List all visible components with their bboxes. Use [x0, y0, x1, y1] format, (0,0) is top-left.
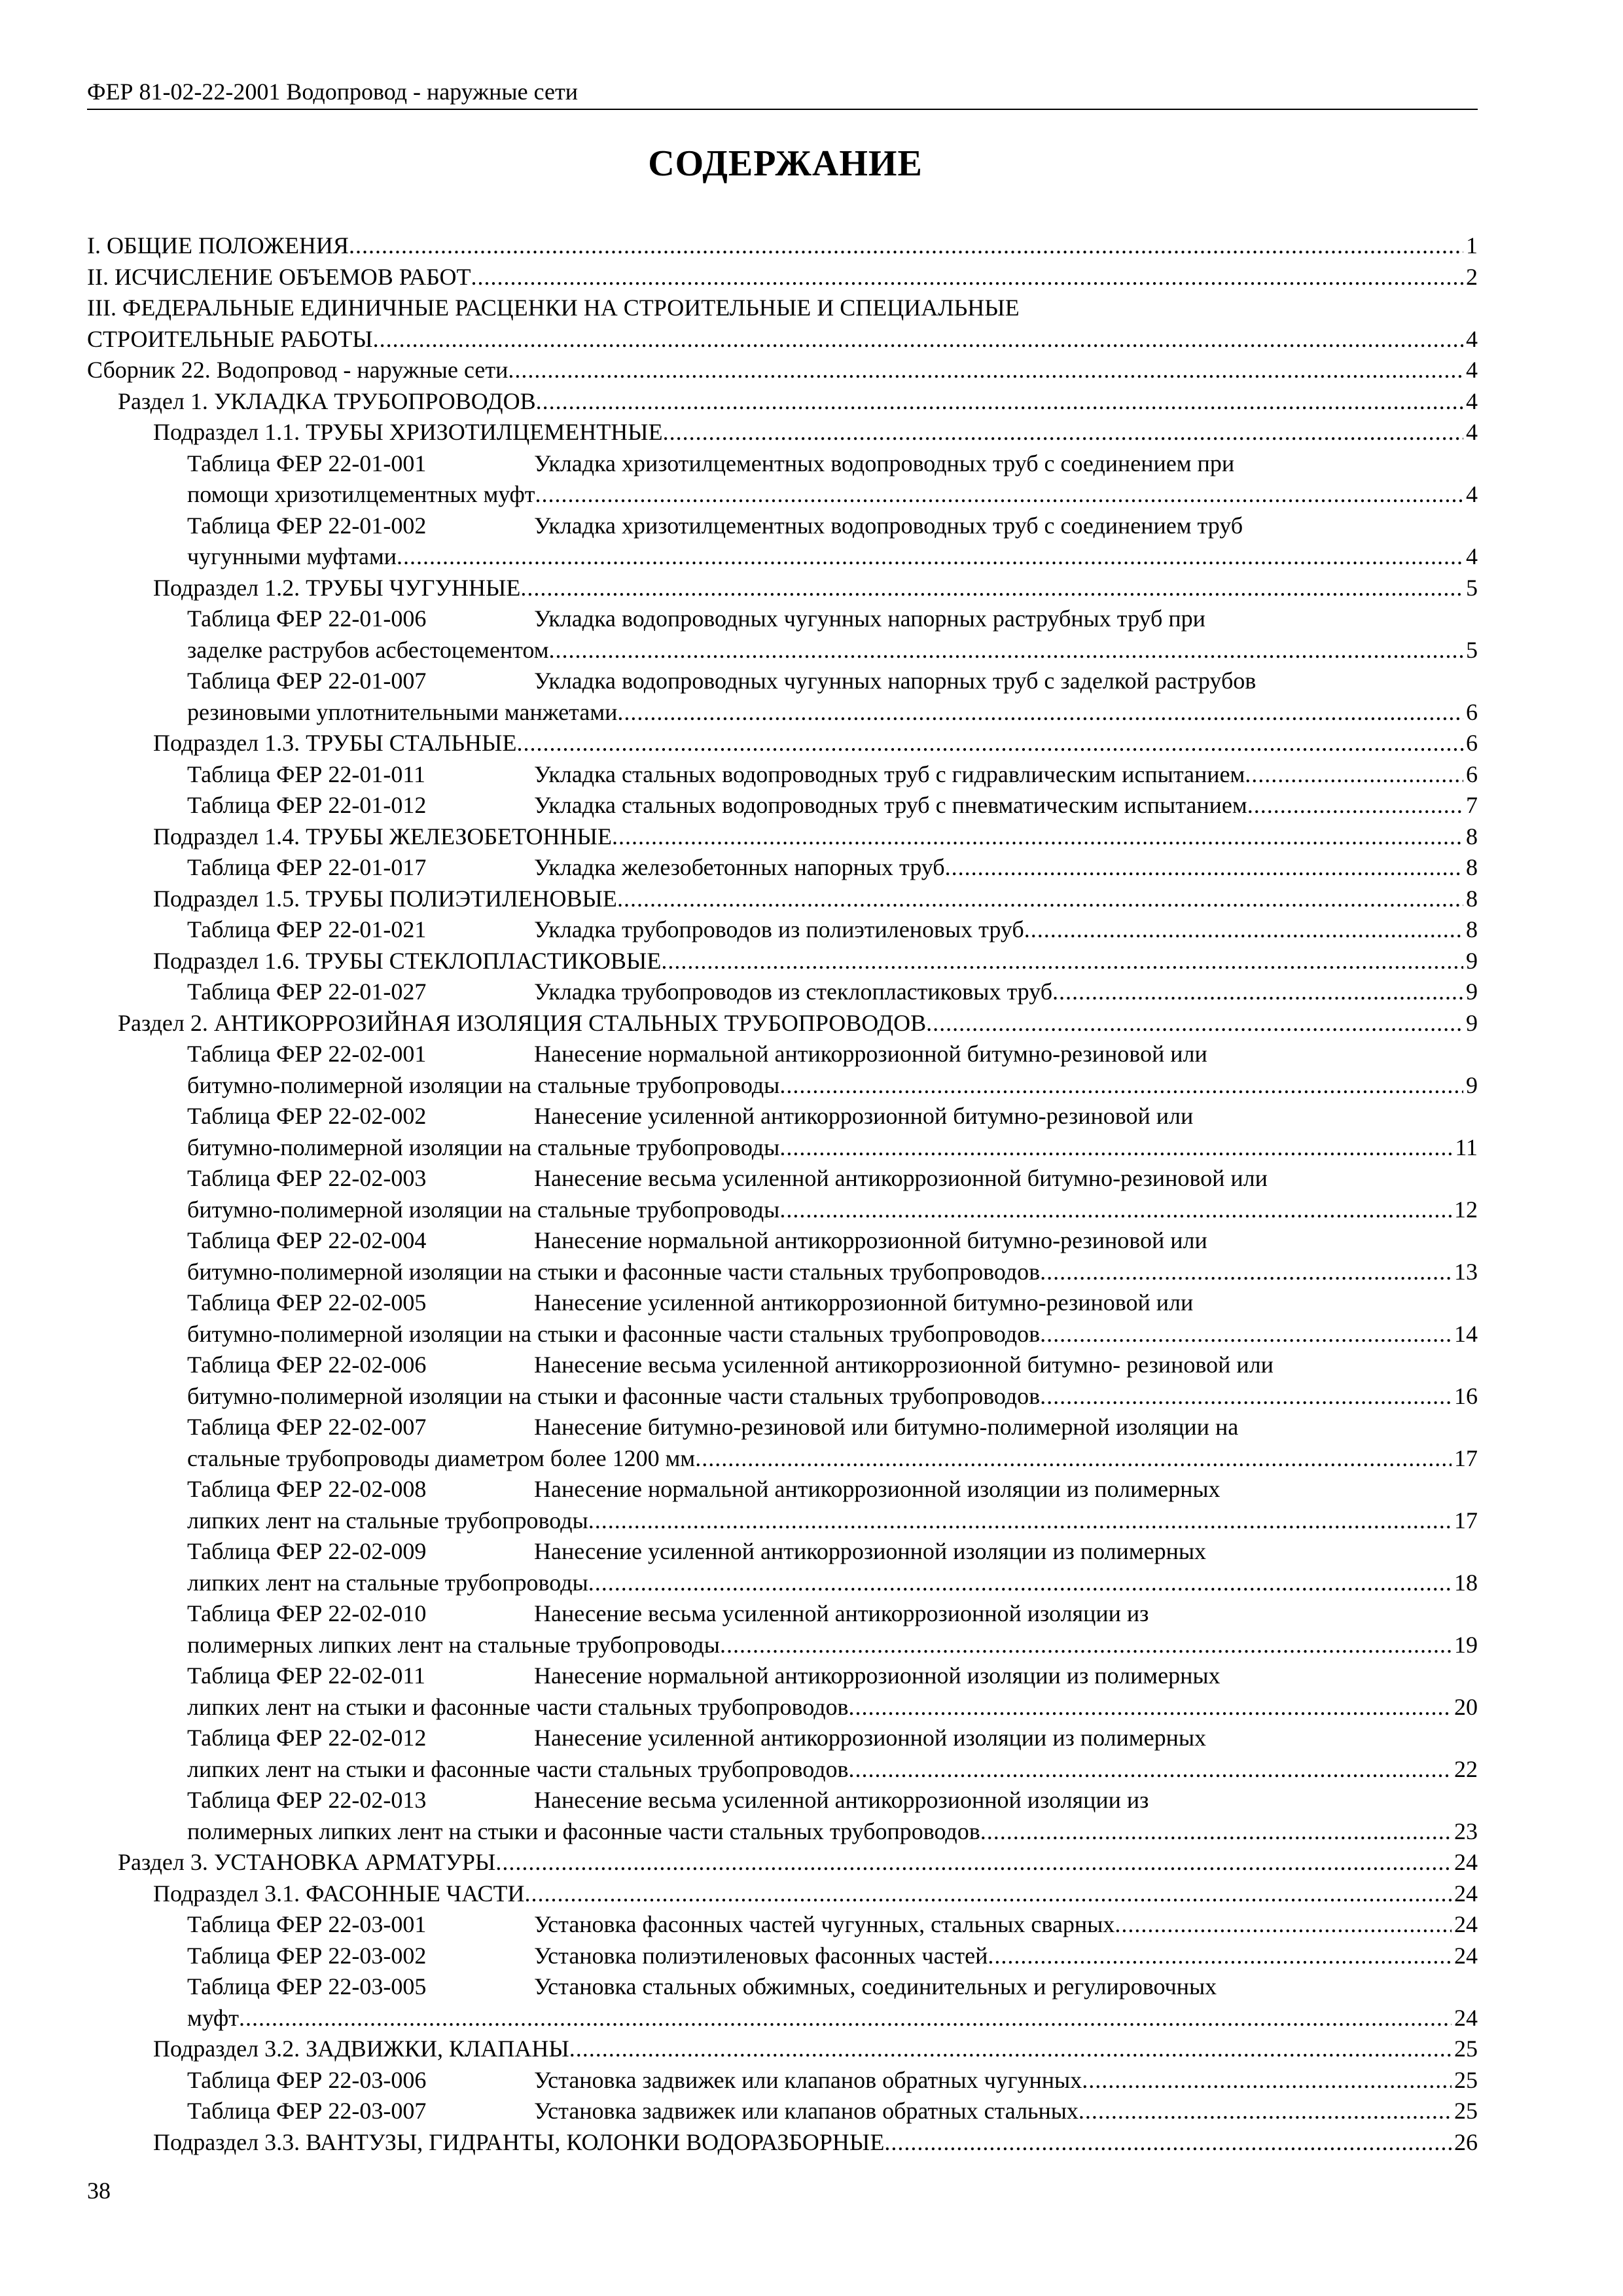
toc-entry-text: [187, 759, 1463, 791]
toc-entry-title: Подраздел 3.2. ЗАДВИЖКИ, КЛАПАНЫ: [153, 2036, 569, 2062]
table-description-continued: заделке раструбов асбестоцементом: [187, 636, 549, 663]
toc-entry-title: Сборник 22. Водопровод - наружные сети: [87, 357, 508, 383]
toc-item-table2[interactable]: [87, 1350, 1478, 1412]
toc-entry-line[interactable]: [87, 821, 1478, 853]
toc-entry-text: [187, 1443, 1452, 1475]
table-description: Укладка стальных водопроводных труб с гидравлическим испытанием: [534, 761, 1245, 787]
table-code: Таблица ФЕР 22-03-006: [187, 2066, 427, 2093]
toc-entry-line: [87, 1474, 1478, 1505]
table-code: Таблица ФЕР 22-01-012: [187, 792, 427, 818]
toc-entry-text: [118, 1847, 1452, 1878]
table-description-continued: липких лент на стыки и фасонные части стальных трубопроводов: [187, 1755, 849, 1782]
toc-item-table2[interactable]: [87, 1723, 1478, 1785]
toc-item-subsection[interactable]: [87, 573, 1478, 604]
toc-entry-line: [87, 1723, 1478, 1754]
table-description-continued: битумно-полимерной изоляции на стальные трубопроводы: [187, 1134, 780, 1160]
toc-page-number: 6: [1466, 761, 1478, 787]
toc-item-table2[interactable]: [87, 1598, 1478, 1660]
toc-item-table1[interactable]: [87, 977, 1478, 1008]
toc-entry-line[interactable]: [87, 1257, 1478, 1288]
toc-entry-title-continued: СТРОИТЕЛЬНЫЕ РАБОТЫ: [87, 325, 373, 352]
toc-page-number: 17: [1454, 1507, 1478, 1534]
toc-entry-line[interactable]: [87, 1941, 1478, 1972]
toc-page-number: 26: [1454, 2128, 1478, 2155]
table-code: Таблица ФЕР 22-03-005: [187, 1973, 427, 2000]
toc-entry-text: [153, 2034, 1452, 2065]
table-description: Нанесение усиленной антикоррозионной битумно-резиновой или: [534, 1289, 1194, 1316]
toc-entry-line[interactable]: [87, 2065, 1478, 2096]
table-description: Нанесение битумно-резиновой или битумно-полимерной изоляции на: [534, 1414, 1239, 1440]
toc-entry-title: III. ФЕДЕРАЛЬНЫЕ ЕДИНИЧНЫЕ РАСЦЕНКИ НА СТРОИТЕЛЬНЫЕ И СПЕЦИАЛЬНЫЕ: [87, 295, 1020, 321]
toc-entry-line[interactable]: [87, 1070, 1478, 1102]
toc-page-number: 23: [1454, 1818, 1478, 1844]
toc-entry-line[interactable]: [87, 1505, 1478, 1537]
toc-entry-line: [87, 293, 1478, 324]
toc-page-number: 8: [1466, 823, 1478, 850]
table-code: Таблица ФЕР 22-03-007: [187, 2098, 427, 2124]
table-code: Таблица ФЕР 22-02-010: [187, 1600, 427, 1626]
toc-entry-text: [187, 1941, 1452, 1972]
table-description-continued: помощи хризотилцементных муфт: [187, 481, 535, 507]
table-description: Нанесение нормальной антикоррозионной битумно-резиновой или: [534, 1041, 1207, 1067]
table-code: Таблица ФЕР 22-02-012: [187, 1725, 427, 1751]
table-code: Таблица ФЕР 22-01-001: [187, 450, 427, 476]
toc-page-number: 7: [1466, 792, 1478, 818]
table-description-continued: липких лент на стальные трубопроводы: [187, 1569, 588, 1596]
toc-entry-line[interactable]: [87, 884, 1478, 915]
toc-entry-text: [187, 2003, 1452, 2034]
table-code: Таблица ФЕР 22-01-006: [187, 605, 427, 632]
toc-page-number: 24: [1454, 1911, 1478, 1937]
toc-entry-text: [153, 1878, 1452, 1910]
toc-entry-line[interactable]: [87, 1381, 1478, 1412]
table-description: Укладка хризотилцементных водопроводных труб с соединением труб: [534, 512, 1243, 539]
toc-entry-line: [87, 1598, 1478, 1630]
table-description: Установка задвижек или клапанов обратных чугунных: [534, 2066, 1082, 2093]
table-code: Таблица ФЕР 22-01-027: [187, 978, 427, 1005]
toc-entry-line[interactable]: [87, 946, 1478, 977]
toc-entry-line[interactable]: [87, 728, 1478, 759]
toc-item-table1[interactable]: [87, 2065, 1478, 2096]
toc-entry-text: [153, 573, 1463, 604]
toc-item-table2[interactable]: [87, 1971, 1478, 2034]
toc-entry-line[interactable]: [87, 697, 1478, 728]
toc-entry-line[interactable]: [87, 2003, 1478, 2034]
header-rule: [87, 109, 1478, 110]
toc-entry-text: [153, 2127, 1452, 2159]
toc-entry-line[interactable]: [87, 1132, 1478, 1164]
toc-item-table2[interactable]: [87, 1412, 1478, 1474]
toc-entry-line: [87, 1350, 1478, 1381]
table-description: Установка стальных обжимных, соединительных и регулировочных: [534, 1973, 1217, 2000]
toc-item-chapter-wrap[interactable]: [87, 293, 1478, 355]
toc-page-number: 8: [1466, 854, 1478, 880]
table-description-continued: битумно-полимерной изоляции на стыки и фасонные части стальных трубопроводов: [187, 1258, 1041, 1285]
toc-entry-line: [87, 1163, 1478, 1194]
toc-page-number: 8: [1466, 885, 1478, 912]
table-description: Укладка хризотилцементных водопроводных труб с соединением при: [534, 450, 1235, 476]
toc-page-number: 25: [1454, 2036, 1478, 2062]
toc-entry-text: [187, 479, 1463, 511]
toc-item-subsection[interactable]: [87, 2034, 1478, 2065]
toc-page-number: 4: [1466, 387, 1478, 414]
toc-entry-line[interactable]: [87, 852, 1478, 884]
toc-entry-line: [87, 1039, 1478, 1070]
toc-page-number: 24: [1454, 1942, 1478, 1969]
toc-item-table2[interactable]: [87, 448, 1478, 511]
toc-item-subsection[interactable]: [87, 2127, 1478, 2159]
table-code: Таблица ФЕР 22-03-001: [187, 1911, 427, 1937]
toc-page-number: 25: [1454, 2098, 1478, 2124]
toc-entry-line[interactable]: [87, 2127, 1478, 2159]
toc-entry-text: [187, 635, 1463, 666]
toc-entry-text: [187, 852, 1463, 884]
table-code: Таблица ФЕР 22-01-017: [187, 854, 427, 880]
toc-entry-text: [153, 728, 1463, 759]
table-description: Укладка железобетонных напорных труб: [534, 854, 945, 880]
toc-entry-line[interactable]: [87, 1909, 1478, 1941]
table-code: Таблица ФЕР 22-02-003: [187, 1165, 427, 1191]
table-description: Укладка трубопроводов из стеклопластиковых труб: [534, 978, 1053, 1005]
toc-entry-line[interactable]: [87, 262, 1478, 293]
toc-entry-line[interactable]: [87, 479, 1478, 511]
toc-entry-text: [87, 324, 1463, 355]
toc-entry-text: [187, 1630, 1452, 1661]
toc-entry-text: [187, 2096, 1452, 2127]
toc-entry-text: [87, 355, 1463, 386]
toc-entry-line: [87, 1287, 1478, 1319]
toc-entry-line: [87, 1225, 1478, 1257]
toc-item-table2[interactable]: [87, 511, 1478, 573]
toc-page-number: 17: [1454, 1444, 1478, 1471]
table-description-continued: липких лент на стыки и фасонные части стальных трубопроводов: [187, 1693, 849, 1720]
toc-item-chapter[interactable]: [87, 230, 1478, 262]
table-of-contents: [87, 230, 1478, 2158]
table-code: Таблица ФЕР 22-01-002: [187, 512, 427, 539]
table-description-continued: битумно-полимерной изоляции на стыки и фасонные части стальных трубопроводов: [187, 1382, 1041, 1409]
toc-page-number: 24: [1454, 1849, 1478, 1875]
table-description: Нанесение нормальной антикоррозионной битумно-резиновой или: [534, 1227, 1207, 1253]
table-code: Таблица ФЕР 22-02-008: [187, 1476, 427, 1502]
table-description-continued: муфт: [187, 2004, 239, 2031]
toc-page-number: 5: [1466, 636, 1478, 663]
toc-item-table2[interactable]: [87, 1785, 1478, 1847]
toc-item-table2[interactable]: [87, 1163, 1478, 1225]
table-description-continued: битумно-полимерной изоляции на стыки и фасонные части стальных трубопроводов: [187, 1320, 1041, 1347]
toc-page-number: 12: [1454, 1196, 1478, 1223]
toc-entry-title: Раздел 1. УКЛАДКА ТРУБОПРОВОДОВ: [118, 387, 536, 414]
table-description-continued: полимерных липких лент на стыки и фасонные части стальных трубопроводов: [187, 1818, 980, 1844]
toc-item-table2[interactable]: [87, 1225, 1478, 1287]
toc-page-number: 6: [1466, 698, 1478, 725]
toc-page-number: 8: [1466, 916, 1478, 942]
toc-entry-title: II. ИСЧИСЛЕНИЕ ОБЪЕМОВ РАБОТ: [87, 263, 471, 290]
toc-entry-text: [153, 821, 1463, 853]
toc-entry-text: [187, 790, 1463, 821]
toc-entry-line[interactable]: [87, 977, 1478, 1008]
toc-entry-line: [87, 666, 1478, 697]
toc-entry-line[interactable]: [87, 1878, 1478, 1910]
toc-entry-line[interactable]: [87, 790, 1478, 821]
toc-entry-text: [187, 977, 1463, 1008]
toc-page-number: 9: [1466, 1009, 1478, 1036]
toc-entry-title: Подраздел 1.4. ТРУБЫ ЖЕЛЕЗОБЕТОННЫЕ: [153, 823, 612, 850]
toc-page-number: 20: [1454, 1693, 1478, 1720]
toc-entry-text: [187, 697, 1463, 728]
toc-entry-line: [87, 511, 1478, 542]
toc-entry-text: [187, 1381, 1452, 1412]
toc-item-section[interactable]: [87, 1847, 1478, 1878]
toc-page-number: 5: [1466, 574, 1478, 601]
toc-entry-title: Подраздел 1.6. ТРУБЫ СТЕКЛОПЛАСТИКОВЫЕ: [153, 947, 662, 974]
toc-entry-line[interactable]: [87, 1194, 1478, 1226]
toc-entry-line: [87, 1536, 1478, 1568]
table-description: Нанесение нормальной антикоррозионной изоляции из полимерных: [534, 1476, 1221, 1502]
toc-entry-text: [153, 884, 1463, 915]
toc-item-table1[interactable]: [87, 1941, 1478, 1972]
toc-entry-title: Подраздел 1.3. ТРУБЫ СТАЛЬНЫЕ: [153, 730, 517, 756]
toc-item-table1[interactable]: [87, 914, 1478, 946]
table-description-continued: липких лент на стальные трубопроводы: [187, 1507, 588, 1534]
toc-page-number: 11: [1455, 1134, 1478, 1160]
toc-item-table1[interactable]: [87, 2096, 1478, 2127]
toc-entry-line: [87, 1101, 1478, 1132]
toc-entry-text: [187, 1132, 1452, 1164]
toc-entry-text: [187, 1692, 1452, 1723]
toc-item-table2[interactable]: [87, 1474, 1478, 1536]
table-code: Таблица ФЕР 22-03-002: [187, 1942, 427, 1969]
toc-item-table2[interactable]: [87, 603, 1478, 666]
toc-entry-text: [187, 1194, 1452, 1226]
toc-item-section[interactable]: [87, 1008, 1478, 1039]
table-description: Нанесение нормальной антикоррозионной изоляции из полимерных: [534, 1662, 1221, 1689]
table-code: Таблица ФЕР 22-02-013: [187, 1787, 427, 1813]
toc-entry-text: [187, 1909, 1452, 1941]
toc-entry-line[interactable]: [87, 2034, 1478, 2065]
toc-page-number: 1: [1466, 232, 1478, 259]
toc-entry-line[interactable]: [87, 355, 1478, 386]
table-description: Укладка стальных водопроводных труб с пневматическим испытанием: [534, 792, 1247, 818]
toc-entry-title: Подраздел 1.5. ТРУБЫ ПОЛИЭТИЛЕНОВЫЕ: [153, 885, 617, 912]
toc-entry-line[interactable]: [87, 417, 1478, 448]
table-description: Нанесение усиленной антикоррозионной изоляции из полимерных: [534, 1725, 1207, 1751]
toc-entry-line[interactable]: [87, 1443, 1478, 1475]
toc-item-table1[interactable]: [87, 759, 1478, 791]
table-description-continued: битумно-полимерной изоляции на стальные трубопроводы: [187, 1071, 780, 1098]
table-code: Таблица ФЕР 22-01-011: [187, 761, 426, 787]
toc-entry-line[interactable]: [87, 1568, 1478, 1599]
toc-page-number: 24: [1454, 2004, 1478, 2031]
toc-entry-line[interactable]: [87, 1008, 1478, 1039]
toc-entry-text: [153, 946, 1463, 977]
table-description-continued: чугунными муфтами: [187, 543, 397, 569]
toc-page-number: 9: [1466, 1071, 1478, 1098]
toc-item-chapter[interactable]: [87, 262, 1478, 293]
toc-item-table1[interactable]: [87, 790, 1478, 821]
table-code: Таблица ФЕР 22-02-001: [187, 1041, 427, 1067]
toc-entry-text: [187, 2065, 1452, 2096]
toc-page-number: 4: [1466, 419, 1478, 445]
toc-item-table1[interactable]: [87, 1909, 1478, 1941]
table-description: Нанесение весьма усиленной антикоррозионной битумно- резиновой или: [534, 1352, 1274, 1378]
toc-entry-text: [187, 1816, 1452, 1848]
table-code: Таблица ФЕР 22-01-021: [187, 916, 427, 942]
toc-item-table2[interactable]: [87, 1039, 1478, 1101]
toc-page-number: 13: [1454, 1258, 1478, 1285]
table-code: Таблица ФЕР 22-02-005: [187, 1289, 427, 1316]
toc-page-number: 16: [1454, 1382, 1478, 1409]
toc-page-number: 4: [1466, 543, 1478, 569]
table-description-continued: битумно-полимерной изоляции на стальные трубопроводы: [187, 1196, 780, 1223]
toc-item-subsection[interactable]: [87, 417, 1478, 448]
toc-entry-line: [87, 1971, 1478, 2003]
toc-page-number: 19: [1454, 1631, 1478, 1658]
toc-item-table2[interactable]: [87, 666, 1478, 728]
toc-entry-line: [87, 1785, 1478, 1816]
toc-entry-title: Раздел 3. УСТАНОВКА АРМАТУРЫ: [118, 1849, 496, 1875]
table-code: Таблица ФЕР 22-02-004: [187, 1227, 427, 1253]
toc-item-subsection[interactable]: [87, 884, 1478, 915]
toc-entry-line[interactable]: [87, 386, 1478, 418]
toc-page-number: 24: [1454, 1880, 1478, 1907]
toc-item-table1[interactable]: [87, 852, 1478, 884]
toc-entry-title: Подраздел 1.2. ТРУБЫ ЧУГУННЫЕ: [153, 574, 521, 601]
toc-entry-text: [187, 541, 1463, 573]
table-description: Нанесение усиленной антикоррозионной битумно-резиновой или: [534, 1103, 1194, 1129]
toc-item-subsection[interactable]: [87, 946, 1478, 977]
table-description: Укладка водопроводных чугунных напорных труб с заделкой раструбов: [534, 668, 1257, 694]
toc-page-number: 14: [1454, 1320, 1478, 1347]
toc-entry-line[interactable]: [87, 324, 1478, 355]
toc-page-number: 9: [1466, 947, 1478, 974]
toc-entry-text: [187, 1568, 1452, 1599]
toc-item-subsection[interactable]: [87, 1878, 1478, 1910]
toc-entry-text: [87, 262, 1463, 293]
table-code: Таблица ФЕР 22-02-002: [187, 1103, 427, 1129]
toc-entry-line: [87, 448, 1478, 480]
toc-entry-line[interactable]: [87, 1319, 1478, 1350]
page-number: 38: [87, 2178, 111, 2204]
toc-item-section[interactable]: [87, 386, 1478, 418]
toc-item-table2[interactable]: [87, 1101, 1478, 1163]
toc-page-number: 4: [1466, 481, 1478, 507]
toc-item-subsection[interactable]: [87, 728, 1478, 759]
toc-page-number: 25: [1454, 2066, 1478, 2093]
table-description: Нанесение весьма усиленной антикоррозионной изоляции из: [534, 1600, 1149, 1626]
toc-item-subsection[interactable]: [87, 821, 1478, 853]
toc-entry-text: [187, 1257, 1452, 1288]
toc-entry-line[interactable]: [87, 1816, 1478, 1848]
toc-entry-line[interactable]: [87, 573, 1478, 604]
toc-item-collection[interactable]: [87, 355, 1478, 386]
table-description-continued: резиновыми уплотнительными манжетами: [187, 698, 618, 725]
table-description-continued: полимерных липких лент на стальные трубопроводы: [187, 1631, 720, 1658]
toc-entry-line[interactable]: [87, 230, 1478, 262]
toc-entry-title: I. ОБЩИЕ ПОЛОЖЕНИЯ: [87, 232, 349, 259]
running-header: ФЕР 81-02-22-2001 Водопровод - наружные сети: [87, 79, 578, 105]
toc-entry-line[interactable]: [87, 759, 1478, 791]
table-description: Нанесение весьма усиленной антикоррозионной изоляции из: [534, 1787, 1149, 1813]
toc-entry-line[interactable]: [87, 1847, 1478, 1878]
toc-entry-line[interactable]: [87, 1692, 1478, 1723]
table-description: Установка фасонных частей чугунных, стальных сварных: [534, 1911, 1115, 1937]
table-description-continued: стальные трубопроводы диаметром более 1200 мм: [187, 1444, 696, 1471]
page-title: СОДЕРЖАНИЕ: [648, 143, 923, 184]
toc-entry-line: [87, 1660, 1478, 1692]
toc-entry-text: [187, 1070, 1463, 1102]
toc-entry-line: [87, 603, 1478, 635]
toc-entry-text: [118, 1008, 1463, 1039]
toc-item-table2[interactable]: [87, 1287, 1478, 1350]
toc-entry-line[interactable]: [87, 1754, 1478, 1785]
toc-entry-text: [187, 1754, 1452, 1785]
table-description: Нанесение усиленной антикоррозионной изоляции из полимерных: [534, 1538, 1207, 1564]
table-code: Таблица ФЕР 22-02-011: [187, 1662, 426, 1689]
toc-entry-line[interactable]: [87, 541, 1478, 573]
toc-page-number: 22: [1454, 1755, 1478, 1782]
toc-page-number: 4: [1466, 325, 1478, 352]
toc-entry-text: [87, 230, 1463, 262]
toc-page-number: 9: [1466, 978, 1478, 1005]
toc-entry-line: [87, 1412, 1478, 1443]
toc-entry-line[interactable]: [87, 1630, 1478, 1661]
table-description: Установка задвижек или клапанов обратных стальных: [534, 2098, 1079, 2124]
toc-entry-title: Подраздел 1.1. ТРУБЫ ХРИЗОТИЛЦЕМЕНТНЫЕ: [153, 419, 663, 445]
table-code: Таблица ФЕР 22-02-007: [187, 1414, 427, 1440]
table-code: Таблица ФЕР 22-02-006: [187, 1352, 427, 1378]
toc-page-number: 18: [1454, 1569, 1478, 1596]
toc-entry-text: [118, 386, 1463, 418]
toc-item-table2[interactable]: [87, 1536, 1478, 1598]
toc-page-number: 2: [1466, 263, 1478, 290]
toc-entry-line[interactable]: [87, 914, 1478, 946]
toc-entry-title: Подраздел 3.3. ВАНТУЗЫ, ГИДРАНТЫ, КОЛОНКИ ВОДОРАЗБОРНЫЕ: [153, 2128, 885, 2155]
toc-entry-title: Подраздел 3.1. ФАСОННЫЕ ЧАСТИ: [153, 1880, 525, 1907]
toc-item-table2[interactable]: [87, 1660, 1478, 1723]
toc-entry-line[interactable]: [87, 635, 1478, 666]
table-code: Таблица ФЕР 22-01-007: [187, 668, 427, 694]
table-description: Укладка водопроводных чугунных напорных раструбных труб при: [534, 605, 1205, 632]
table-description: Установка полиэтиленовых фасонных частей: [534, 1942, 988, 1969]
toc-entry-text: [153, 417, 1463, 448]
toc-entry-title: Раздел 2. АНТИКОРРОЗИЙНАЯ ИЗОЛЯЦИЯ СТАЛЬНЫХ ТРУБОПРОВОДОВ: [118, 1009, 927, 1036]
toc-page-number: 6: [1466, 730, 1478, 756]
toc-page-number: 4: [1466, 357, 1478, 383]
table-code: Таблица ФЕР 22-02-009: [187, 1538, 427, 1564]
table-description: Укладка трубопроводов из полиэтиленовых труб: [534, 916, 1024, 942]
toc-entry-text: [187, 1505, 1452, 1537]
toc-entry-line[interactable]: [87, 2096, 1478, 2127]
toc-entry-text: [187, 914, 1463, 946]
toc-entry-text: [187, 1319, 1452, 1350]
table-description: Нанесение весьма усиленной антикоррозионной битумно-резиновой или: [534, 1165, 1268, 1191]
